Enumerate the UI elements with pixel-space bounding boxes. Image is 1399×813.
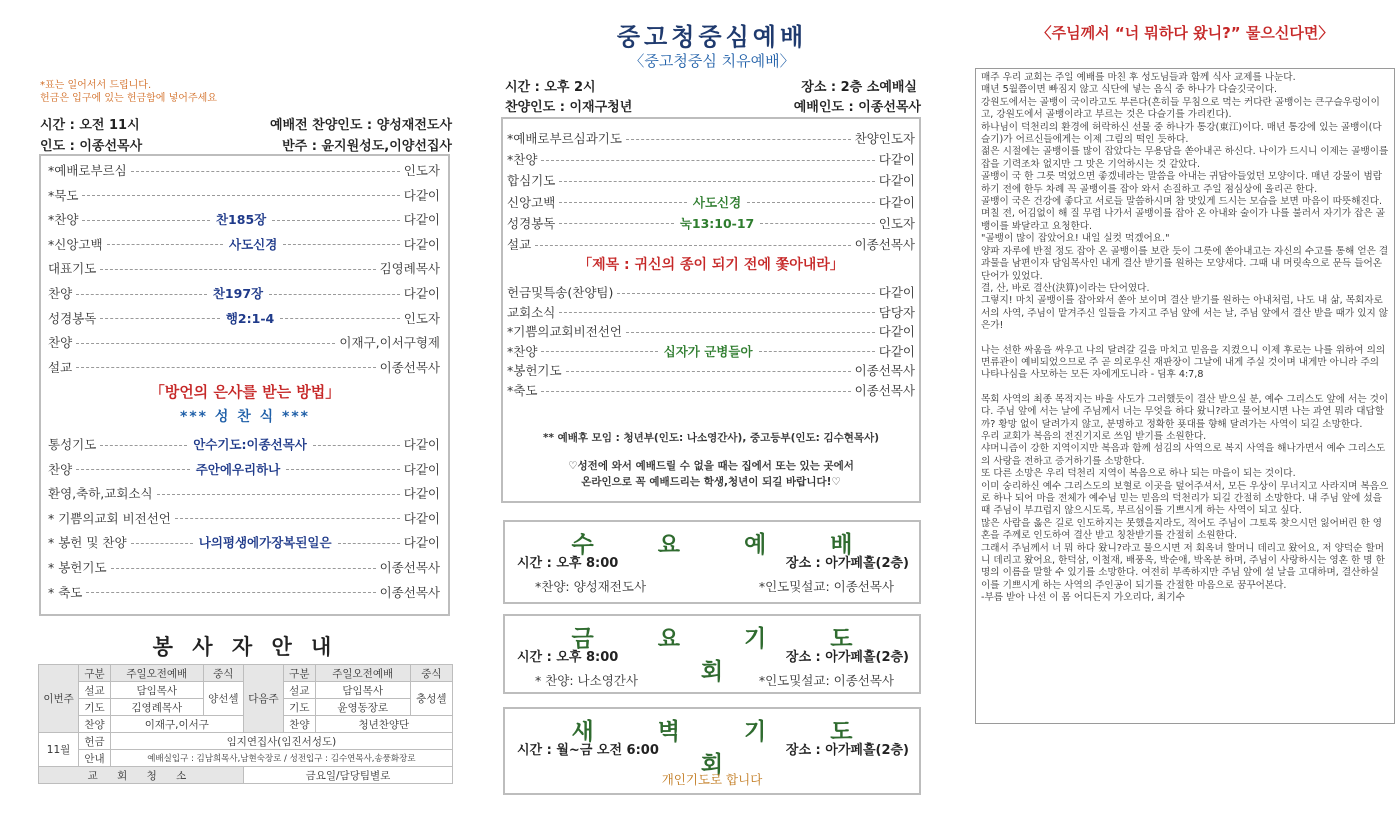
column-paragraph: 이미 숭리하신 예수 그리스도의 보혈로 이곳을 덮어주셔서, 모든 우상이 무너지고 사라지며 복음으로 하나 되어 마을 전체가 예수님 믿는 믿음의 덕천리가 되길 간절히 소망한다. 내 주님 앞에 섰을 때 주님이 부끄럽지 않으시도록, 부르심이를 기쁘시게 하는 사역이 되고 싶다. [981,480,1389,517]
dotted-leader [566,371,851,372]
order-item-detail: 사도신경 [229,236,278,252]
service-place: 장소 : 아가페홀(2층) [785,743,909,758]
dotted-leader [107,244,223,245]
order-row [507,378,915,402]
order-item-label: *봉헌기도 [507,363,562,379]
column-paragraph: 하나님이 덕천리의 환경에 허락하신 선물 중 하나가 통강(東江)이다. 매년 통강에 있는 골뱅이(다슬기)가 어르신들에게는 이제 그림의 떡인 듯하다. [981,121,1382,146]
order-item-person: 김영례목사 [379,261,440,277]
dotted-leader [313,445,400,446]
order-item-label: 찬양 [48,286,73,301]
order-item-label: 합심기도 [507,173,556,189]
order-item-label: 찬양 [48,335,73,351]
order-item-label: 통성기도 [48,437,97,452]
dotted-leader [280,318,400,319]
order-item-label: 설교 [48,359,73,375]
order-item-detail: 나의평생에가장복된일은 [198,535,332,551]
order-item-person: 다같이 [403,461,441,477]
notice [40,79,217,105]
order-item-label: *찬양 [507,152,538,168]
paragraph-gap [981,333,1389,345]
column-title: 〈주님께서 “너 뭐하다 왔니?” 물으신다면〉 [1036,24,1334,42]
order-row [48,183,440,207]
youth-sermon-title: 「제목 : 귀신의 종이 되기 전에 쫓아내라」 [578,257,844,273]
order-row [48,457,440,481]
order-item-person: 다같이 [403,510,440,526]
service-praise: * 찬양: 나소영간사 [535,673,638,688]
order-item-label: * 기쁨의교회 비전선언 [48,510,171,526]
dotted-leader [559,223,674,224]
next-row-val: 담임목사 [315,682,410,699]
service-box [503,520,921,604]
next-row-key: 찬양 [283,716,315,733]
order-item-person: 이종선목사 [854,383,915,398]
service-leader: 인도 : 이종선목사 [40,139,143,154]
order-item-detail: 십자가 군병들아 [663,343,753,359]
order-item-label: 신앙고백 [507,194,556,210]
dotted-leader [100,269,375,270]
next-row-key: 기도 [283,699,315,716]
column-paragraph: 골뱅이 국은 건강에 좋다고 서로들 말씀하시며 참 맛있게 드시는 모습을 보면 마음이 따뜻해진다. 며칠 전, 어김없이 해 질 무렵 나가서 골뱅이를 잡아 온 아내와 술이가 나를 불러서 자기가 잡은 골뱅이를 봐달라고 요청한다. [981,196,1386,232]
dotted-leader [626,332,875,333]
order-row [48,580,440,604]
this-row-key: 설교 [79,682,111,699]
order-item-person: 다같이 [878,285,915,300]
order-item-label: 성경봉독 [48,310,97,326]
volunteer-title: 봉 사 자 안 내 [152,635,338,659]
order-row [48,355,440,379]
youth-leader: 예배인도 : 이종선목사 [793,100,921,115]
order-item-person: 이종선목사 [379,560,440,575]
dotted-leader [283,244,399,245]
order-item-person: 인도자 [403,163,440,178]
next-lunch: 충성셀 [410,682,452,716]
dotted-leader [76,343,335,344]
order-row [48,506,440,530]
sermon-title: 「방언의 은사를 받는 방법」 [149,383,341,401]
column-paragraph: 골뱅이 국 한 그릇 먹었으면 좋겠네라는 말씀을 아내는 귀담아들었던 모양이다. 매년 강물이 범람하기 전에 한두 차례 꼭 골뱅이를 잡아 와서 손질하고 주일 점심상에 올리곤 한다. [981,171,1383,195]
dotted-leader [76,367,375,368]
column-paragraph: 샤머니즘이 강한 지역이지만 복음과 함께 섬김의 사역으로 복지 사역을 해나가면서 예수 그리스도의 사랑을 전하고 증거하기를 소망한다. [981,443,1386,467]
page-subtitle: 〈중고청중심 치유예배〉 [629,52,795,70]
order-item-person: 다같이 [878,343,915,359]
order-item-detail: 안수기도:이종선목사 [193,437,307,452]
service-preacher: *인도및설교: 이종선목사 [758,673,894,688]
column-paragraph: "골뱅이 많이 잡았어요! 내일 실컷 먹겠어요." [981,233,1170,245]
dotted-leader [541,160,874,161]
this-row-key: 찬양 [79,716,111,733]
offering-key: 헌금 [79,733,111,750]
pre-praise-leader: 예배전 찬양인도 : 양성재전도사 [269,118,452,133]
order-item-person: 다같이 [403,535,441,551]
next-row-val: 윤영동장로 [315,699,410,716]
order-item-label: 찬양 [48,461,73,477]
order-row [507,232,915,256]
service-time: 시간 : 오전 11시 [40,118,140,133]
service-place: 장소 : 아가페홀(2층) [785,650,909,665]
this-row-val: 김영례목사 [110,699,203,716]
dotted-leader [76,294,207,295]
dotted-leader [272,220,400,221]
order-item-person: 인도자 [878,215,915,231]
order-item-label: 환영,축하,교회소식 [48,486,153,502]
order-item-person: 이재구,이서구형제 [339,335,440,351]
service-box [503,707,921,795]
column-paragraph: 젊은 시절에는 골뱅이를 많이 잡았다는 무용담을 쏟아내곤 하신다. 나이가 드시니 이제는 골뱅이를 잡을 기력조차 없지만 그 맛은 기억하시는 것 같았다. [981,146,1389,170]
order-item-label: 헌금및특송(찬양팀) [507,285,614,300]
dotted-leader [76,469,190,470]
dotted-leader [747,202,875,203]
order-item-label: 성경봉독 [507,215,556,231]
column-paragraph: -부름 받아 나선 이 몸 어디든지 가오리다, 최기수 [981,592,1185,604]
order-item-person: 이종선목사 [379,584,440,600]
dotted-leader [82,220,210,221]
order-row [48,306,440,330]
service-title: 수 요 예 배 [571,532,881,558]
order-item-detail: 주안에우리하나 [195,461,281,477]
order-item-detail: 찬185장 [215,212,267,228]
service-time: 시간 : 오후 8:00 [517,650,619,665]
this-week-label: 이번주 [39,665,79,733]
dotted-leader [100,318,220,319]
notice-line-1: *표는 일어서서 드립니다. [40,80,152,91]
order-row [48,232,440,256]
order-item-person: 이종선목사 [854,363,915,379]
order-item-detail: 눅13:10-17 [679,215,755,231]
service-praise: 개인기도로 합니다 [661,772,763,787]
order-row [48,481,440,505]
order-item-person: 다같이 [403,212,441,228]
this-row-val: 이재구,이서구 [110,716,243,733]
service-time: 시간 : 월~금 오전 6:00 [517,743,659,758]
order-row [48,207,440,231]
order-item-label: *예배로부르심과기도 [507,131,622,146]
column-paragraph: 매주 우리 교회는 주일 예배를 마친 후 성도님들과 함께 식사 교제를 나눈다. [981,72,1296,83]
service-praise: *찬양: 양성재전도사 [535,579,647,594]
cleaning-val: 금요일/담당팀별로 [243,767,452,784]
youth-time: 시간 : 오후 2시 [505,80,596,95]
youth-place: 장소 : 2층 소예배실 [801,80,917,95]
order-item-person: 인도자 [403,310,440,326]
order-item-person: 다같이 [878,324,915,340]
col-gubun: 구분 [79,665,111,682]
page-title: 중고청중심예배 [616,23,808,51]
order-item-label: *기쁨의교회비전선언 [507,324,622,340]
order-item-label: 대표기도 [48,261,97,277]
month-label: 11월 [39,733,79,767]
column-paragraph: 그래서 주님께서 너 뭐 하다 왔니?라고 물으시면 저 회옥녀 할머니 데리고 왔어요, 저 양덕순 할머니 데리고 왔어요, 한덕삼, 이철재, 배풍옥, 박순애, 박옥분 하며, 주님이 사랑하시는 영혼 한 명 한 명의 이름을 말할 수 있기를 소망한다. 여전히 부족하지만 주님 앞에 설 날을 고대하며, 결산하실 이를 기쁘시게 하는 사역의 주인공이 되기를 간절한 마음으로 꿈꾸어본다. [981,542,1385,591]
paragraph-gap [981,382,1389,394]
this-row-val: 담임목사 [110,682,203,699]
dotted-leader [100,445,187,446]
dotted-leader [759,351,875,352]
column-paragraph: 많은 사람을 옳은 길로 인도하지는 못했을지라도, 적어도 주님이 그토록 찾으시던 잃어버린 한 영혼을 주께로 인도하여 결산 받고 칭찬받기를 간절히 소원한다. [981,517,1383,542]
order-row [48,281,440,305]
column-paragraph: 그렇지! 마치 골뱅이를 잡아와서 쏟아 보이며 결산 받기를 원하는 아내처럼, 나도 내 삶, 목회자로서의 사역, 주님이 맡겨주신 일들을 가지고 주님 앞에 서는 날, 주님 앞에서 결산 받을 때가 있지 않은가! [981,295,1389,332]
order-item-detail: 행2:1-4 [225,310,275,326]
order-item-label: *예배로부르심 [48,163,127,178]
dotted-leader [559,312,874,313]
order-item-person: 다같이 [878,173,915,189]
dotted-leader [82,195,399,196]
dotted-leader [338,543,400,544]
order-item-person: 찬양인도자 [854,131,915,146]
order-item-person: 다같이 [878,152,915,168]
order-item-person: 다같이 [878,194,916,210]
order-item-label: 설교 [507,237,532,252]
column-paragraph: 나는 선한 싸움을 싸우고 나의 달려갈 길을 마치고 믿음을 지켰으니 이제 후로는 나를 위하여 의의 면류관이 예비되었으므로 주 곧 의로우신 재판장이 그날에 내게 주실 것이며 내게만 아니라 주의 나타나심을 사모하는 모든 자에게도니라 - 딤후 4:7,8 [981,344,1386,381]
dotted-leader [131,171,400,172]
col-sunday-2: 주일오전예배 [315,665,410,682]
order-item-person: 다같이 [403,437,441,452]
service-box [503,614,921,694]
order-row [48,555,440,579]
order-item-label: * 봉헌기도 [48,560,107,575]
col-lunch: 중식 [203,665,243,682]
dotted-leader [86,592,375,593]
column-paragraph: 결, 산, 바로 결산(決算)이라는 단어였다. [981,282,1150,294]
cleaning-key: 교 회 청 소 [39,767,244,784]
order-item-person: 이종선목사 [854,237,915,252]
column-text-box [975,68,1395,724]
order-item-person: 다같이 [403,286,441,301]
communion-header: *** 성 찬 식 *** [180,409,310,425]
next-row-val: 청년찬양단 [315,716,452,733]
order-item-label: *신앙고백 [48,236,103,252]
next-row-key: 설교 [283,682,315,699]
service-preacher: *인도및설교: 이종선목사 [758,579,894,594]
service-title: 금 요 기 도 회 [571,626,881,685]
col-sunday: 주일오전예배 [110,665,203,682]
order-row [48,158,440,182]
next-week-label: 다음주 [243,665,283,733]
order-item-label: *찬양 [507,343,538,359]
volunteer-table [38,664,453,784]
col-lunch-2: 중식 [410,665,452,682]
guide-key: 안내 [79,750,111,767]
column-paragraph: 양파 자루에 반절 정도 잡아 온 골뱅이를 보란 듯이 그릇에 쏟아내고는 자신의 수고를 통해 얻은 결과물을 남편이자 담임목사인 내게 결산 받기를 원하는 모양새다. 그때 내 머릿속으로 문득 들어온 단어가 있었다. [981,245,1389,282]
order-item-label: 교회소식 [507,304,556,320]
guide-val: 예배실입구 : 김남희목사,남현숙장로 / 성전입구 : 김수연목사,송풍화장로 [110,750,452,767]
order-item-label: *축도 [507,383,538,398]
order-item-person: 다같이 [403,486,440,502]
order-item-person: 이종선목사 [379,359,440,375]
order-row [48,432,440,456]
offering-val: 임지연집사(임진서성도) [110,733,452,750]
service-title: 새 벽 기 도 회 [571,719,881,778]
order-item-person: 담당자 [878,304,915,320]
column-paragraph: 목회 사역의 최종 목적지는 바울 사도가 그러했듯이 결산 받으실 분, 예수 그리스도 앞에 서는 것이다. 주님 앞에 서는 날에 주님께서 너는 무엇을 하다 왔니?라고 물어보시면 나는 과연 뭐라 대답할까? 황망 없이 달려가지 않고, 분명하고 정확한 푯대를 향해 달려가는 사역이 되길 소망한다. [981,393,1389,430]
dotted-leader [559,202,687,203]
order-row [48,530,440,554]
service-time: 시간 : 오후 8:00 [517,556,619,571]
after-meeting-note: ** 예배후 모임 : 청년부(인도: 나소영간사), 중고등부(인도: 김수현목사) [542,432,880,444]
order-item-detail: 찬197장 [212,286,264,301]
online-note-2: 온라인으로 꼭 예배드리는 학생,청년이 되길 바랍니다!♡ [581,476,841,488]
dotted-leader [535,245,850,246]
service-place: 장소 : 아가페홀(2층) [785,556,909,571]
notice-line-2: 헌금은 입구에 있는 헌금함에 넣어주세요 [40,93,217,104]
youth-praise-leader: 찬양인도 : 이재구청년 [505,100,633,115]
order-row [48,330,440,354]
column-paragraph: 우리 교회가 복음의 전진기지로 쓰임 받기를 소원한다. [981,430,1207,442]
order-item-person: 다같이 [403,187,440,203]
dotted-leader [541,391,850,392]
this-lunch: 양선셀 [203,682,243,716]
order-item-label: * 축도 [48,584,83,600]
dotted-leader [286,469,400,470]
online-note-1: ♡성전에 와서 예배드릴 수 없을 때는 집에서 또는 있는 곳에서 [568,460,854,472]
dotted-leader [269,294,400,295]
column-paragraph: 또 다른 소망은 우리 덕천리 지역이 복음으로 하나 되는 마을이 되는 것이다. [981,468,1296,480]
dotted-leader [541,351,657,352]
accompanist: 반주 : 윤지원성도,이양선집사 [282,139,452,154]
order-item-label: *묵도 [48,187,79,203]
dotted-leader [617,293,874,294]
order-row [48,256,440,280]
column-paragraph: 강원도에서는 골뱅이 국이라고도 부른다(흔히들 무침으로 먹는 커다란 골뱅이는 큰구슬우렁이이고, 강원도에서 골뱅이라고 부르는 것은 다슬기를 가리킨다). [981,96,1380,121]
dotted-leader [131,543,193,544]
dotted-leader [157,494,400,495]
order-item-person: 다같이 [403,236,441,252]
order-item-detail: 사도신경 [692,194,742,210]
column-paragraph: 매년 5월쯤이면 빠짐지 않고 식단에 넣는 음식 중 하나가 다슬깃국이다. [981,84,1278,96]
col-gubun-2: 구분 [283,665,315,682]
order-item-label: * 봉헌 및 찬양 [48,535,127,551]
order-item-label: *찬양 [48,212,79,228]
dotted-leader [760,223,875,224]
this-row-key: 기도 [79,699,111,716]
dotted-leader [626,139,851,140]
dotted-leader [111,568,376,569]
dotted-leader [175,518,400,519]
dotted-leader [559,181,874,182]
